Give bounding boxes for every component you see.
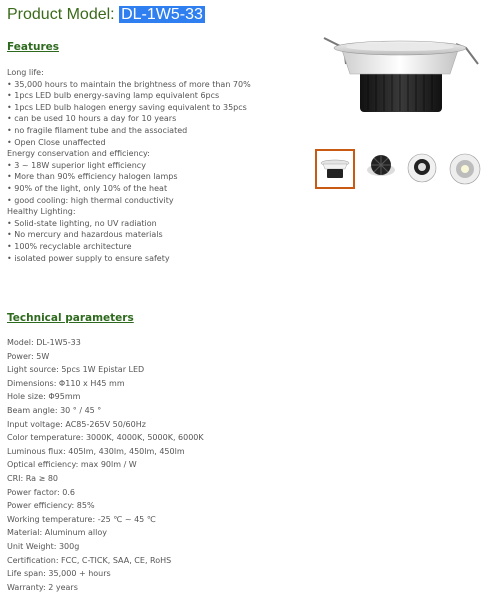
feature-line: • 100% recyclable architecture [7,241,132,251]
feature-line: • 3 ~ 18W superior light efficiency [7,160,146,170]
feature-line: • good cooling: high thermal conductivity [7,195,174,205]
feature-line: • More than 90% efficiency halogen lamps [7,172,178,182]
technical-parameters-list [7,336,204,594]
feature-line: • 35,000 hours to maintain the brightness of more than 70% [7,79,251,89]
thumbnail-side-view[interactable] [316,150,354,188]
parameter-line: Color temperature: 3000K, 4000K, 5000K, 6000K [7,433,204,443]
feature-line: Healthy Lighting: [7,207,76,217]
feature-line: • 1pcs LED bulb energy-saving lamp equivalent 6pcs [7,91,220,101]
parameter-line: Power efficiency: 85% [7,501,95,511]
parameter-line: Luminous flux: 405lm, 430lm, 450lm, 450lm [7,446,185,456]
feature-line: • Solid-state lighting, no UV radiation [7,218,157,228]
parameter-line: Model: DL-1W5-33 [7,338,81,347]
parameter-line: Dimensions: Φ110 x H45 mm [7,378,125,388]
parameter-line: Life span: 35,000 + hours [7,569,111,579]
feature-line: Energy conservation and efficiency: [7,149,150,159]
parameter-line: Power: 5W [7,351,50,361]
feature-line: • no fragile filament tube and the associated [7,125,188,135]
feature-line: • No mercury and hazardous materials [7,230,163,240]
feature-line: • isolated power supply to ensure safety [7,253,170,263]
parameter-line: Working temperature: -25 ℃ ~ 45 ℃ [7,514,156,524]
thumbnail-front-view[interactable] [446,150,484,188]
feature-line: Long life: [7,68,44,77]
feature-line: • can be used 10 hours a day for 10 years [7,114,177,124]
features-list [7,67,251,264]
thumbnail-angle-view[interactable] [404,150,442,188]
parameter-line: Unit Weight: 300g [7,541,80,551]
feature-line: • 90% of the light, only 10% of the heat [7,183,168,193]
parameter-line: Optical efficiency: max 90lm / W [7,460,137,470]
product-model-value: DL-1W5-33 [121,6,203,23]
technical-parameters-heading: Technical parameters [7,312,134,324]
features-heading: Features [7,41,59,53]
parameter-line: Hole size: Φ95mm [7,392,81,402]
parameter-line: Power factor: 0.6 [7,487,75,497]
parameter-line: Light source: 5pcs 1W Epistar LED [7,365,145,375]
parameter-line: Input voltage: AC85-265V 50/60Hz [7,419,146,429]
parameter-line: CRI: Ra ≥ 80 [7,473,58,483]
product-main-image [316,34,484,124]
parameter-line: Material: Aluminum alloy [7,528,107,538]
parameter-line: Warranty: 2 years [7,582,78,592]
thumbnail-heatsink-view[interactable] [362,150,400,188]
feature-line: • Open Close unaffected [7,137,106,147]
product-model-prefix: Product Model: [7,6,120,23]
parameter-line: Certification: FCC, C-TICK, SAA, CE, RoHS [7,555,172,565]
parameter-line: Beam angle: 30 ° / 45 ° [7,405,102,415]
feature-line: • 1pcs LED bulb halogen energy saving equivalent to 35pcs [7,102,247,112]
product-model-title [7,6,205,24]
